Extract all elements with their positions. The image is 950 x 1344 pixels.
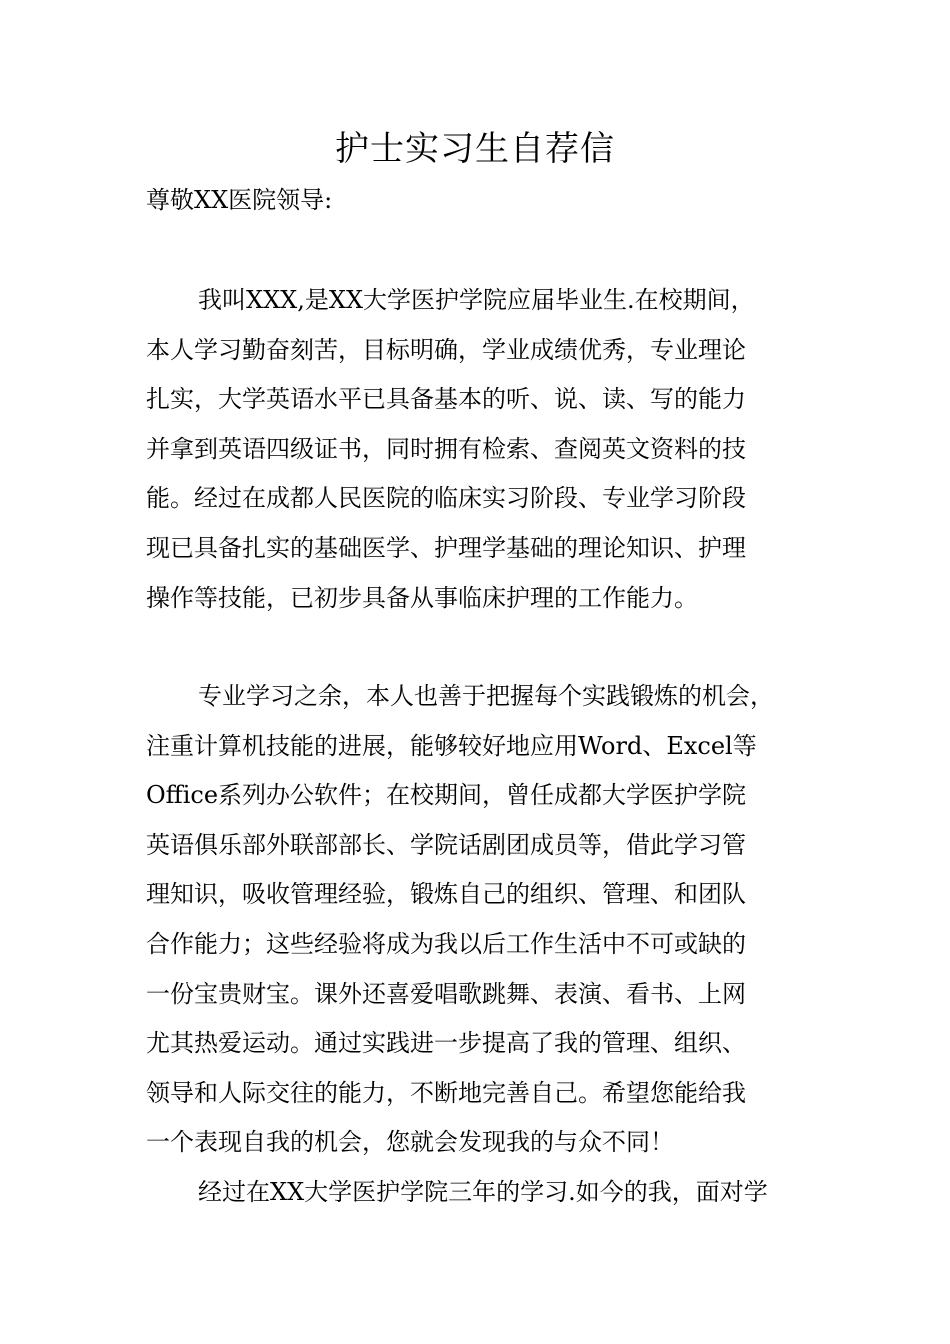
paragraph-line: 专业学习之余，本人也善于把握每个实践锻炼的机会，: [198, 682, 774, 710]
paragraph-2: [146, 672, 846, 1168]
paragraph-line: 操作等技能，已初步具备从事临床护理的工作能力。: [146, 583, 698, 612]
paragraph-line: 尤其热爱运动。通过实践进一步提高了我的管理、组织、: [146, 1029, 746, 1058]
paragraph-line: 一份宝贵财宝。课外还喜爱唱歌跳舞、表演、看书、上网: [146, 979, 746, 1008]
paragraph-line: 英语俱乐部外联部部长、学院话剧团成员等，借此学习管: [146, 830, 746, 859]
paragraph-line: 我叫XXX,是XX大学医护学院应届毕业生.在校期间，: [198, 286, 755, 314]
paragraph-1: [146, 276, 846, 623]
paragraph-line: 注重计算机技能的进展，能够较好地应用Word、Excel等: [146, 731, 757, 760]
paragraph-line: 合作能力；这些经验将成为我以后工作生活中不可或缺的: [146, 929, 746, 958]
document-title: 护士实习生自荐信: [335, 129, 615, 169]
paragraph-line: 本人学习勤奋刻苦，目标明确，学业成绩优秀，专业理论: [146, 335, 746, 364]
paragraph-line: 并拿到英语四级证书，同时拥有检索、查阅英文资料的技: [146, 434, 746, 463]
paragraph-line: 领导和人际交往的能力，不断地完善自己。希望您能给我: [146, 1078, 746, 1107]
paragraph-line: Office系列办公软件；在校期间，曾任成都大学医护学院: [146, 781, 747, 810]
paragraph-3: [146, 1168, 846, 1218]
paragraph-line: 现已具备扎实的基础医学、护理学基础的理论知识、护理: [146, 533, 746, 562]
paragraph-line: 能。经过在成都人民医院的临床实习阶段、专业学习阶段: [146, 484, 746, 513]
paragraph-line: 理知识，吸收管理经验，锻炼自己的组织、管理、和团队: [146, 880, 746, 909]
salutation: 尊敬XX医院领导:: [146, 186, 333, 214]
paragraph-line: 一个表现自我的机会，您就会发现我的与众不同！: [146, 1128, 674, 1157]
paragraph-line: 扎实，大学英语水平已具备基本的听、说、读、写的能力: [146, 385, 746, 414]
paragraph-line: 经过在XX大学医护学院三年的学习.如今的我，面对学: [198, 1178, 768, 1206]
